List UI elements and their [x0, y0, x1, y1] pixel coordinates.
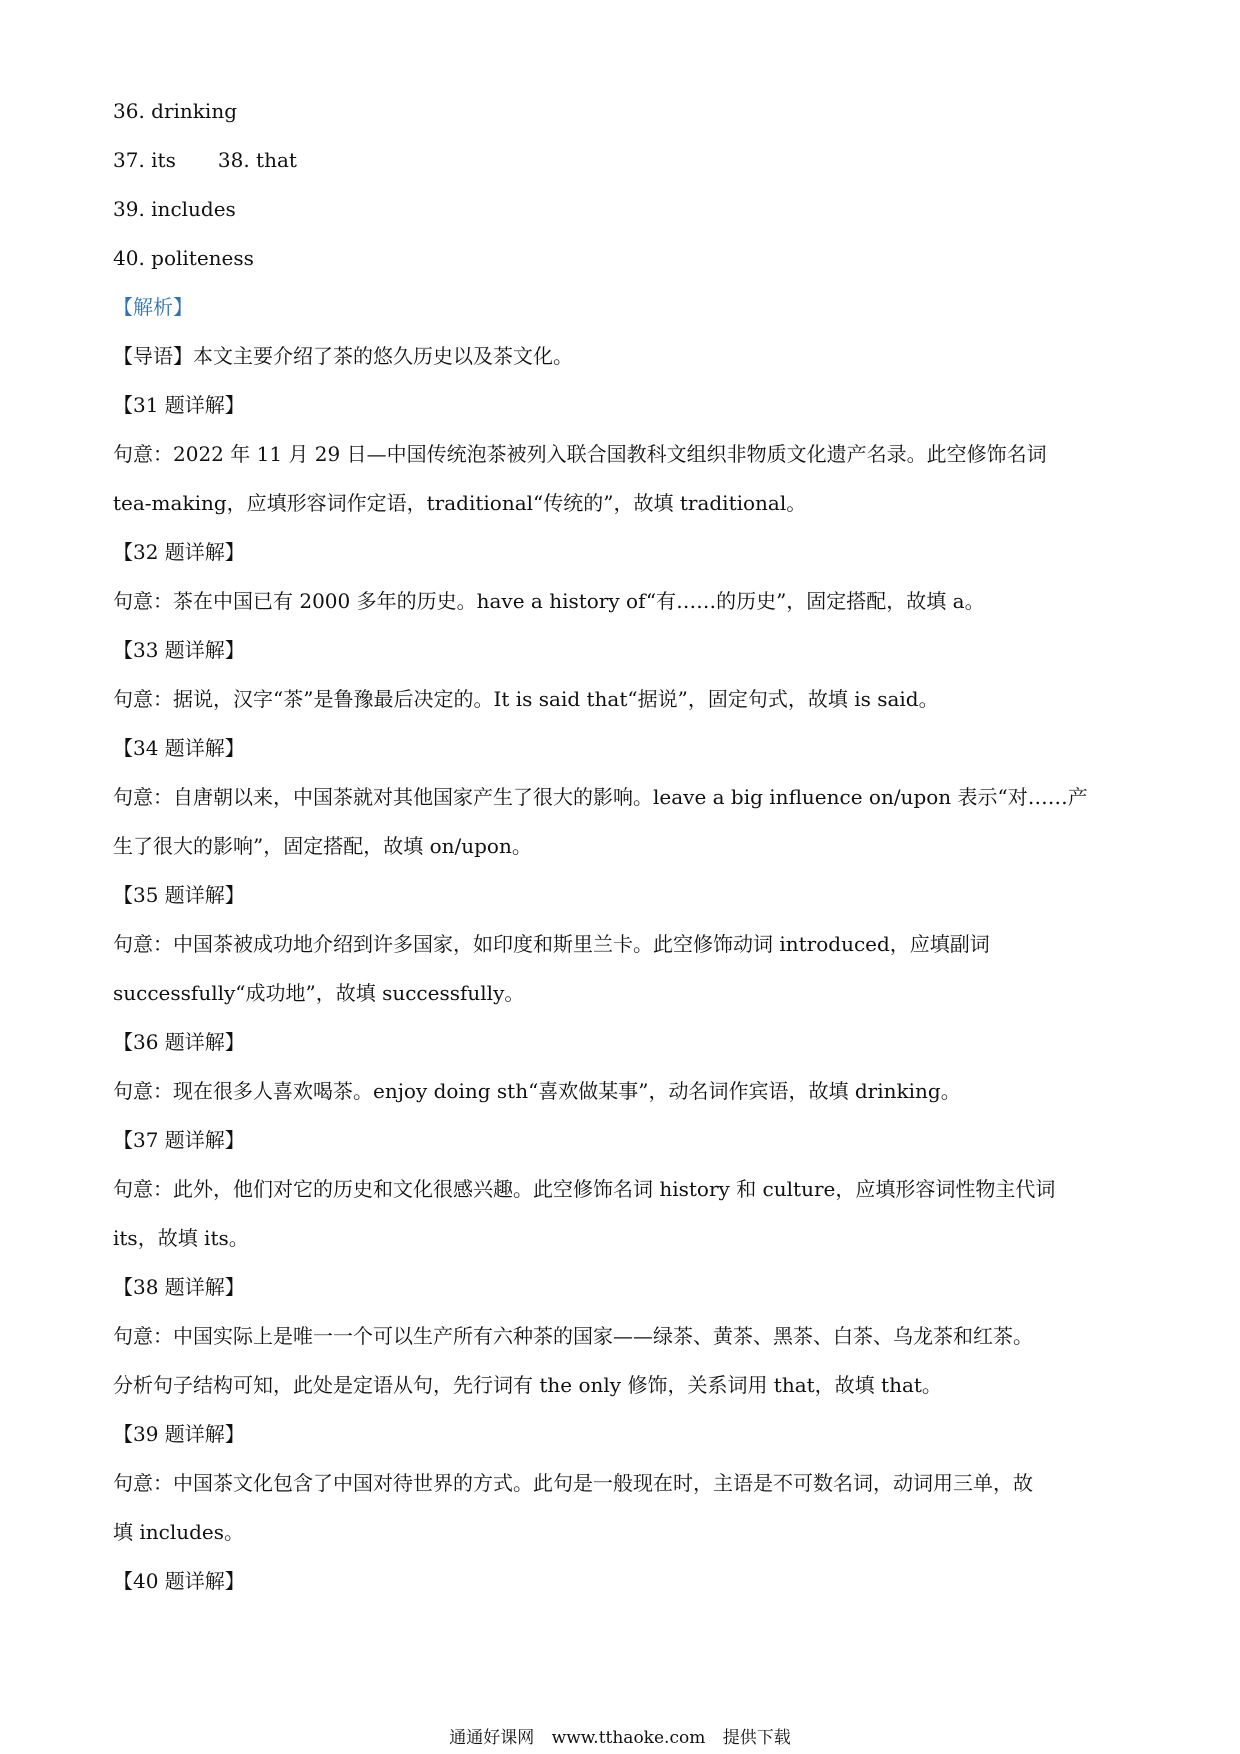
detail-35-heading: 【35 题详解】 [113, 883, 245, 907]
detail-40-heading: 【40 题详解】 [113, 1569, 245, 1593]
answer-38: 38. that [217, 148, 297, 172]
detail-31-line-1: 句意：2022 年 11 月 29 日—中国传统泡茶被列入联合国教科文组织非物质文化遗产名录。此空修饰名词 [113, 442, 1047, 466]
detail-35-line-1: 句意：中国茶被成功地介绍到许多国家，如印度和斯里兰卡。此空修饰动词 introduced，应填副词 [113, 932, 990, 956]
answer-39: 39. includes [113, 197, 236, 221]
page-footer [0, 1727, 1240, 1749]
answer-row-37-38 [113, 147, 1133, 173]
footer-url[interactable]: www.tthaoke.com [551, 1728, 706, 1748]
detail-37-line-1: 句意：此外，他们对它的历史和文化很感兴趣。此空修饰名词 history 和 culture，应填形容词性物主代词 [113, 1177, 1056, 1201]
detail-34-line-1: 句意：自唐朝以来，中国茶就对其他国家产生了很大的影响。leave a big influence on/upon 表示“对……产 [113, 785, 1088, 809]
answer-36: 36. drinking [113, 99, 238, 123]
detail-39-line-2: 填 includes。 [113, 1520, 245, 1544]
answer-40: 40. politeness [113, 246, 254, 270]
detail-32-line-1: 句意：茶在中国已有 2000 多年的历史。have a history of“有……的历史”，固定搭配，故填 a。 [113, 589, 985, 613]
answer-37: 37. its [113, 148, 176, 172]
detail-36-heading: 【36 题详解】 [113, 1030, 245, 1054]
detail-36-line-1: 句意：现在很多人喜欢喝茶。enjoy doing sth“喜欢做某事”，动名词作宾语，故填 drinking。 [113, 1079, 961, 1103]
detail-35-line-2: successfully“成功地”，故填 successfully。 [113, 981, 525, 1005]
detail-31-line-2: tea-making，应填形容词作定语，traditional“传统的”，故填 traditional。 [113, 491, 807, 515]
detail-38-line-2: 分析句子结构可知，此处是定语从句，先行词有 the only 修饰，关系词用 that，故填 that。 [113, 1373, 942, 1397]
intro-paragraph: 【导语】本文主要介绍了茶的悠久历史以及茶文化。 [113, 344, 573, 368]
document-body [113, 98, 1133, 1617]
detail-39-line-1: 句意：中国茶文化包含了中国对待世界的方式。此句是一般现在时，主语是不可数名词，动词用三单，故 [113, 1471, 1033, 1495]
detail-34-line-2: 生了很大的影响”，固定搭配，故填 on/upon。 [113, 834, 532, 858]
analysis-heading: 【解析】 [113, 295, 193, 319]
detail-33-heading: 【33 题详解】 [113, 638, 245, 662]
footer-tagline: 提供下载 [722, 1728, 791, 1748]
detail-37-line-2: its，故填 its。 [113, 1226, 249, 1250]
detail-38-heading: 【38 题详解】 [113, 1275, 245, 1299]
footer-site-name: 通通好课网 [449, 1728, 535, 1748]
detail-34-heading: 【34 题详解】 [113, 736, 245, 760]
detail-39-heading: 【39 题详解】 [113, 1422, 245, 1446]
detail-32-heading: 【32 题详解】 [113, 540, 245, 564]
detail-33-line-1: 句意：据说，汉字“茶”是鲁豫最后决定的。It is said that“据说”，固定句式，故填 is said。 [113, 687, 939, 711]
detail-38-line-1: 句意：中国实际上是唯一一个可以生产所有六种茶的国家——绿茶、黄茶、黑茶、白茶、乌龙茶和红茶。 [113, 1324, 1033, 1348]
detail-37-heading: 【37 题详解】 [113, 1128, 245, 1152]
detail-31-heading: 【31 题详解】 [113, 393, 245, 417]
